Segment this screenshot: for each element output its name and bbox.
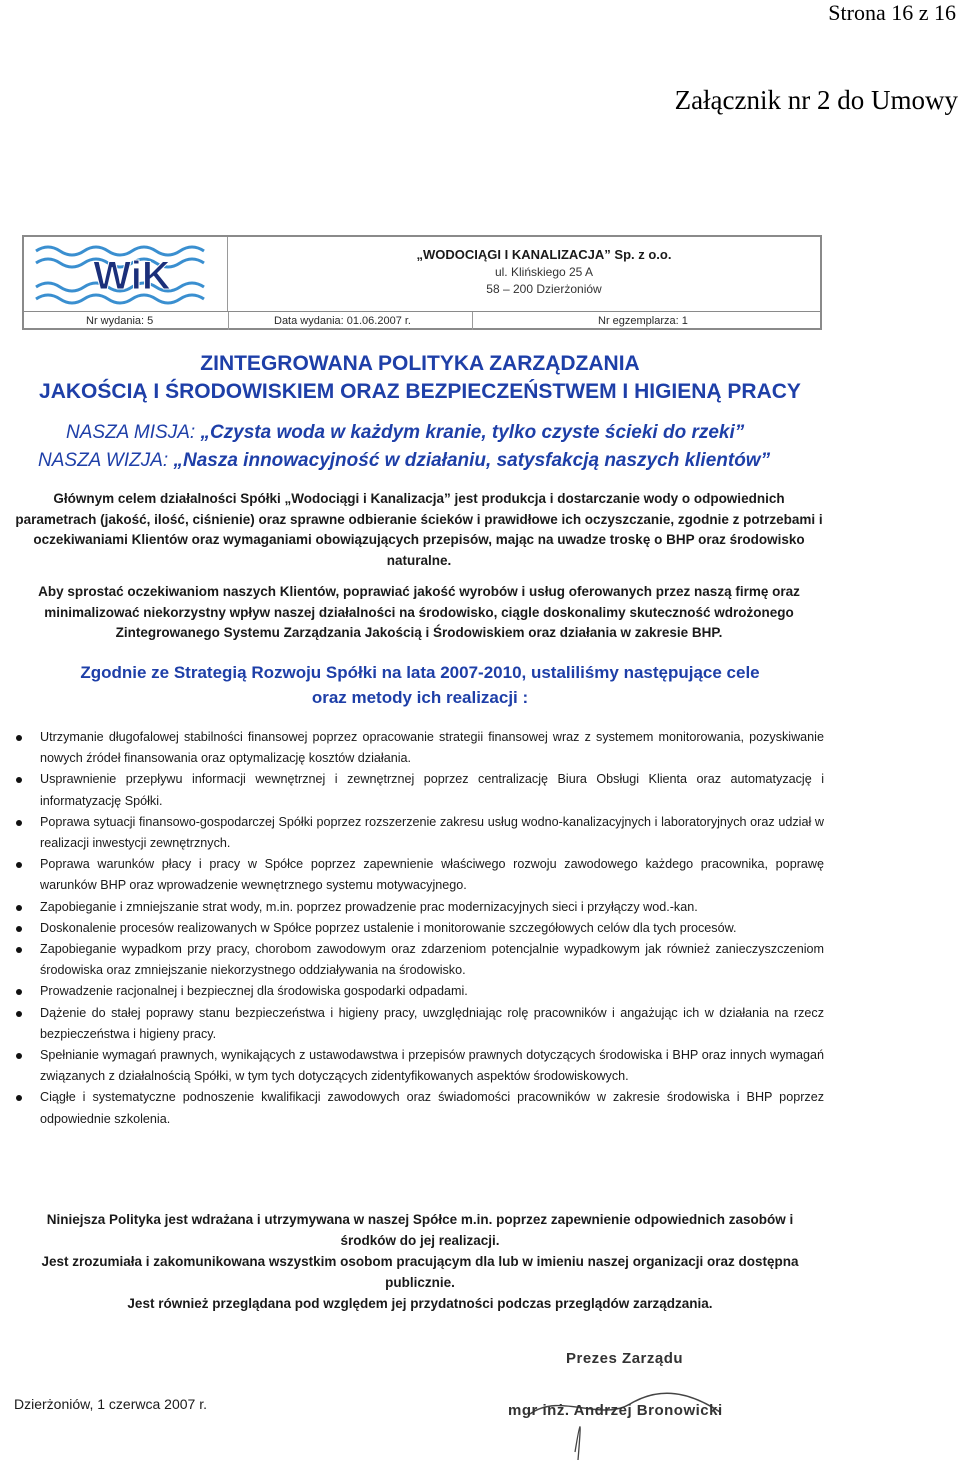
mission-label: NASZA MISJA: xyxy=(66,422,196,443)
goal-item: Ciągłe i systematyczne podnoszenie kwalifikacji zawodowych oraz świadomości pracowników w zakresie środowiska i BHP poprzez odpowiednie szkolenia. xyxy=(12,1087,824,1129)
vision-text: „Nasza innowacyjność w działaniu, satysfakcją naszych klientów” xyxy=(173,450,771,471)
goal-item: Zapobieganie wypadkom przy pracy, chorobom zawodowym oraz zdarzeniom potencjalnie wypadkowym jak również zanieczyszczeniom środowiska oraz zmniejszanie niekorzystnego oddziaływania na środowisko. xyxy=(12,939,824,981)
goal-item: Prowadzenie racjonalnej i bezpiecznej dla środowiska gospodarki odpadami. xyxy=(12,981,824,1002)
goal-item: Utrzymanie długofalowej stabilności finansowej poprzez opracowanie strategii finansowej wraz z systemem monitorowania, pozyskiwanie nowych źródeł finansowania oraz optymalizację kosztów działania. xyxy=(12,727,824,769)
goals-heading-line-2: oraz metody ich realizacji : xyxy=(311,688,529,707)
place-and-date: Dzierżoniów, 1 czerwca 2007 r. xyxy=(14,1396,207,1412)
company-address xyxy=(228,237,820,311)
mission-text: „Czysta woda w każdym kranie, tylko czyste ścieki do rzeki” xyxy=(200,422,745,443)
policy-title-line-1: ZINTEGROWANA POLITYKA ZARZĄDZANIA xyxy=(200,352,640,375)
copy-number: Nr egzemplarza: 1 xyxy=(598,315,688,327)
signer-name: mgr inż. Andrzej Bronowicki xyxy=(508,1402,723,1419)
goals-heading-line-1: Zgodnie ze Strategią Rozwoju Spółki na lata 2007-2010, ustaliliśmy następujące cele xyxy=(80,663,760,682)
policy-title-line-2: JAKOŚCIĄ I ŚRODOWISKIEM ORAZ BEZPIECZEŃSTWEM I HIGIENĄ PRACY xyxy=(39,380,801,403)
wik-logo-text: WiK xyxy=(93,254,171,298)
company-city: 58 – 200 Dzierżoniów xyxy=(486,282,602,296)
closing-statement-2: Jest zrozumiała i zakomunikowana wszystkim osobom pracującym dla lub w imieniu naszej organizacji oraz dostępna publicznie. xyxy=(41,1254,799,1290)
goals-list xyxy=(12,727,824,1130)
mission-statement xyxy=(66,422,744,444)
wik-logo xyxy=(24,237,228,311)
issue-meta-row xyxy=(24,311,820,330)
closing-statement-1: Niniejsza Polityka jest wdrażana i utrzymywana w naszej Spółce m.in. poprzez zapewnienie odpowiednich zasobów i środków do jej realizacji. xyxy=(46,1212,794,1248)
goal-item: Poprawa warunków płacy i pracy w Spółce poprzez zapewnienie właściwego rozwoju zawodowego każdego pracownika, poprawę warunków BHP oraz wprowadzenie wewnętrznego systemu motywacyjnego. xyxy=(12,854,824,896)
vision-label: NASZA WIZJA: xyxy=(38,450,169,471)
improvement-paragraph: Aby sprostać oczekiwaniom naszych Klientów, poprawiać jakość wyrobów i usług oferowanych przez naszą firmę oraz minimalizować niekorzystny wpływ naszej działalności na środowisko, ciągle doskonalimy skuteczność wdrożonego Zintegrowanego Systemu Zarządzania Jakością i Środowiskiem oraz działania w zakresie BHP. xyxy=(38,584,800,640)
scanned-policy-document xyxy=(0,232,960,1470)
annex-title: Załącznik nr 2 do Umowy xyxy=(674,85,958,115)
issue-date: Data wydania: 01.06.2007 r. xyxy=(274,315,411,327)
goal-item: Spełnianie wymagań prawnych, wynikających z ustawodawstwa i przepisów prawnych dotyczących środowiska i BHP oraz innych wymagań związanych z działalnością Spółki, w tym tych dotyczących zidentyfikowanych aspektów środowiskowych. xyxy=(12,1045,824,1087)
company-name: „WODOCIĄGI I KANALIZACJA” Sp. z o.o. xyxy=(416,247,672,262)
page-number: Strona 16 z 16 xyxy=(828,0,956,25)
document-header-box xyxy=(22,235,822,330)
main-goal-paragraph: Głównym celem działalności Spółki „Wodociągi i Kanalizacja” jest produkcja i dostarczanie wody o odpowiednich parametrach (jakość, ilość, ciśnienie) oraz sprawne odbieranie ścieków i prawidłowe ich oczyszczanie, zgodnie z potrzebami i oczekiwaniami Klientów oraz wymaganiami obowiązujących przepisów, mając na uwadze troskę o BHP oraz środowisko naturalne. xyxy=(15,491,823,568)
signer-role: Prezes Zarządu xyxy=(566,1350,684,1367)
goal-item: Zapobieganie i zmniejszanie strat wody, m.in. poprzez prowadzenie prac modernizacyjnych sieci i przyłączy wod.-kan. xyxy=(12,897,824,918)
goal-item: Poprawa sytuacji finansowo-gospodarczej Spółki poprzez rozszerzenie zakresu usług wodno-kanalizacyjnych i laboratoryjnych oraz udział w realizacji inwestycji zewnętrznych. xyxy=(12,812,824,854)
goal-item: Dążenie do stałej poprawy stanu bezpieczeństwa i higieny pracy, uwzględniając rolę pracowników i angażując ich w działania na rzecz bezpieczeństwa i higieny pracy. xyxy=(12,1003,824,1045)
goal-item: Doskonalenie procesów realizowanych w Spółce poprzez ustalenie i monitorowanie szczegółowych celów dla tych procesów. xyxy=(12,918,824,939)
goal-item: Usprawnienie przepływu informacji wewnętrznej i zewnętrznej poprzez centralizację Biura Obsługi Klienta oraz automatyzację i informatyzację Spółki. xyxy=(12,769,824,811)
vision-statement xyxy=(38,450,770,472)
closing-statement-3: Jest również przeglądana pod względem jej przydatności podczas przeglądów zarządzania. xyxy=(127,1296,713,1311)
issue-number: Nr wydania: 5 xyxy=(86,315,154,327)
company-street: ul. Klińskiego 25 A xyxy=(494,265,594,279)
